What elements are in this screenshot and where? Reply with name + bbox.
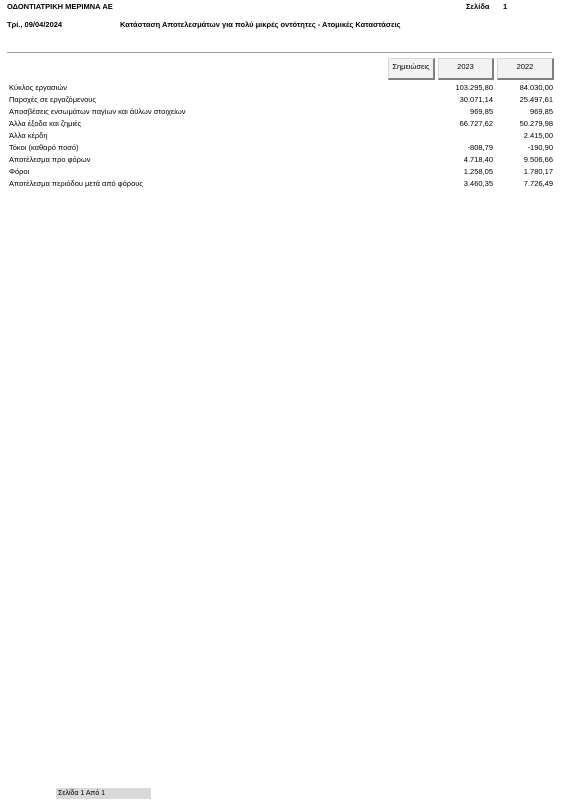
- table-row: [0, 143, 563, 155]
- value-2022: 25.497,61: [519, 95, 553, 104]
- row-label: Παροχές σε εργαζόμενους: [9, 95, 96, 104]
- value-2023: 1.258,05: [463, 167, 493, 176]
- report-title: Κατάσταση Αποτελεσμάτων για πολύ μικρές οντότητες - Ατομικές Καταστάσεις: [120, 20, 401, 29]
- row-label: Αποτέλεσμα περιόδου μετά από φόρους: [9, 179, 143, 188]
- value-2022: 50.279,98: [519, 119, 553, 128]
- value-2023: 30.071,14: [459, 95, 493, 104]
- row-label: Τόκοι (καθαρό ποσό): [9, 143, 79, 152]
- row-label: Αποτέλεσμα προ φόρων: [9, 155, 91, 164]
- table-row: [0, 95, 563, 107]
- value-2022: 2.415,00: [523, 131, 553, 140]
- row-label: Άλλα κέρδη: [9, 131, 48, 140]
- value-2022: 7.726,49: [523, 179, 553, 188]
- header-divider: [7, 52, 552, 53]
- value-2022: 1.780,17: [523, 167, 553, 176]
- table-row: [0, 107, 563, 119]
- value-2023: 4.718,40: [463, 155, 493, 164]
- row-label: Κύκλος εργασιών: [9, 83, 67, 92]
- report-date: Τρί., 09/04/2024: [7, 20, 63, 29]
- company-name: ΟΔΟΝΤΙΑΤΡΙΚΗ ΜΕΡΙΜΝΑ ΑΕ: [7, 2, 113, 11]
- value-2023: 103.295,80: [455, 83, 493, 92]
- value-2023: 66.727,62: [459, 119, 493, 128]
- table-row: [0, 167, 563, 179]
- income-statement-table: [0, 83, 563, 191]
- row-label: Φόροι: [9, 167, 30, 176]
- column-header-notes: Σημειώσεις: [388, 58, 435, 80]
- value-2023: 3.460,35: [463, 179, 493, 188]
- page-label: Σελίδα: [466, 2, 490, 11]
- row-label: Άλλα έξοδα και ζημιές: [9, 119, 82, 128]
- value-2023: -808,79: [467, 143, 493, 152]
- table-row: [0, 119, 563, 131]
- footer-page-indicator: Σελίδα 1 Από 1: [56, 788, 151, 799]
- table-row: [0, 131, 563, 143]
- value-2022: -190,90: [527, 143, 553, 152]
- table-row: [0, 155, 563, 167]
- column-header-2022: 2022: [497, 58, 554, 80]
- value-2022: 969,85: [530, 107, 553, 116]
- value-2022: 9.506,66: [523, 155, 553, 164]
- table-row: [0, 179, 563, 191]
- column-header-2023: 2023: [438, 58, 494, 80]
- value-2022: 84.030,00: [519, 83, 553, 92]
- row-label: Αποσβέσεις ενσωμάτων παγίων και άϋλων στοιχείων: [9, 107, 186, 116]
- page-number: 1: [503, 2, 508, 11]
- value-2023: 969,85: [470, 107, 493, 116]
- table-row: [0, 83, 563, 95]
